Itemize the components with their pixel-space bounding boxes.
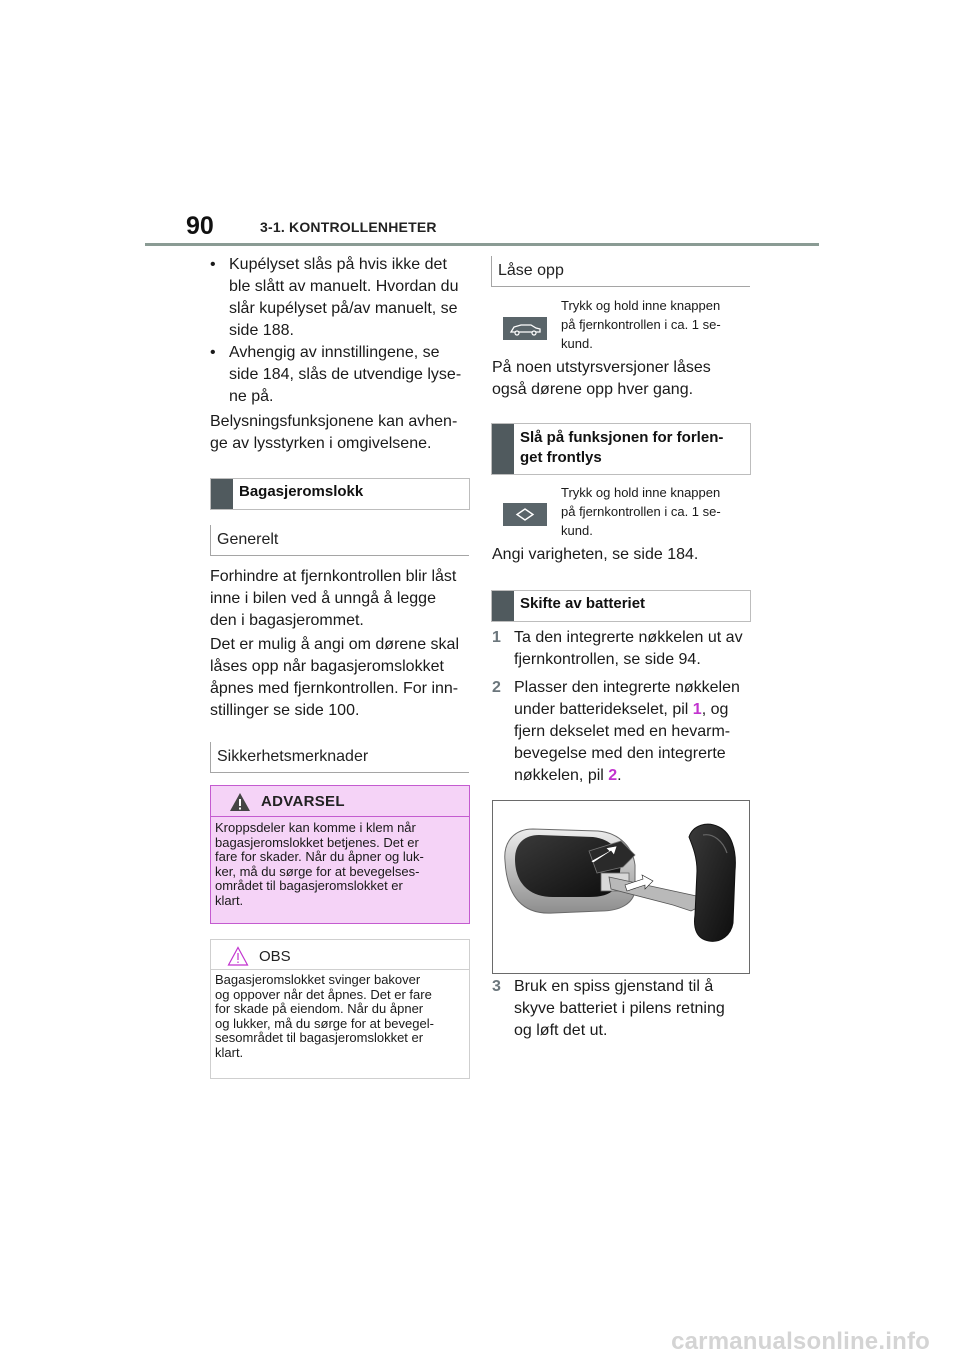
warning-title: ADVARSEL (261, 793, 345, 810)
subheading-text: Sikkerhetsmerknader (217, 748, 369, 765)
subheading-lase-opp (491, 256, 750, 287)
bullet-line: ble slått av manuelt. Hvordan du (229, 278, 459, 295)
text-line: bagasjeromslokket betjenes. Det er (215, 834, 419, 850)
warning-text (215, 821, 463, 908)
section-bar (492, 424, 514, 474)
key-fob-illustration (492, 800, 750, 974)
text-line: også dørene opp hver gang. (492, 381, 694, 398)
paragraph: Angi varigheten, se side 184. (492, 546, 699, 563)
text-line: Det er mulig å angi om dørene skal (210, 636, 459, 653)
notice-title: OBS (259, 948, 291, 965)
bullet-item (210, 342, 470, 408)
step-number: 1 (492, 629, 501, 646)
text-line: kund. (561, 336, 593, 351)
text-line: låses opp når bagasjeromslokket (210, 658, 444, 675)
text-line: på fjernkontrollen i ca. 1 se- (561, 504, 721, 519)
paragraph (210, 411, 472, 455)
section-header-batteri (491, 590, 751, 622)
bullet-line: Avhengig av innstillingene, se (229, 344, 440, 361)
subheading-sikkerhet (210, 742, 469, 773)
text-line: Belysningsfunksjonene kan avhen- (210, 413, 458, 430)
text-line: Slå på funksjonen for forlen- (520, 429, 724, 446)
text-line: kund. (561, 523, 593, 538)
text-line: Trykk og hold inne knappen (561, 298, 721, 313)
arrow-ref-1: 1 (692, 701, 702, 718)
caution-triangle-icon (227, 946, 249, 966)
text-line: Plasser den integrerte nøkkelen (514, 679, 740, 696)
bullet-line: side 188. (229, 322, 294, 339)
text-line: området til bagasjeromslokket er (215, 878, 403, 893)
warning-triangle-icon (229, 792, 251, 812)
step-number: 3 (492, 978, 501, 995)
section-bar (492, 591, 514, 621)
watermark: carmanualsonline.info (671, 1328, 930, 1355)
text-line: og lukker, må du sørge for at bevegel- (215, 1015, 434, 1031)
subheading-text: Generelt (217, 531, 279, 548)
step-item (492, 976, 752, 1042)
text-line: fjern dekselet med en hevarm- (514, 723, 731, 740)
warning-box (210, 785, 470, 924)
text-line: På noen utstyrsversjoner låses (492, 359, 711, 376)
section-title: Bagasjeromslokk (239, 483, 364, 500)
text-line: og løft det ut. (514, 1022, 608, 1039)
text-line: Bruk en spiss gjenstand til å (514, 978, 714, 995)
subheading-generelt (210, 525, 469, 556)
section-title: Skifte av batteriet (520, 595, 646, 612)
paragraph (492, 357, 754, 401)
text-line: inne i bilen ved å unngå å legge (210, 590, 436, 607)
car-unlock-button-icon (503, 317, 547, 340)
text-line: Trykk og hold inne knappen (561, 485, 721, 500)
text-line: fjernkontrollen, se side 94. (514, 651, 701, 668)
paragraph (210, 634, 472, 722)
notice-box (210, 939, 470, 1079)
text-line: Forhindre at fjernkontrollen blir låst (210, 568, 457, 585)
text-line: ker, må du sørge for at bevegelses- (215, 863, 420, 879)
bullet-symbol: • (210, 256, 216, 273)
text-line: under batteridekselet, pil 1, og (514, 701, 729, 718)
bullet-line: Kupélyset slås på hvis ikke det (229, 256, 447, 273)
text-line: sesområdet til bagasjeromslokket er (215, 1030, 424, 1045)
section-bar (211, 479, 233, 509)
warning-divider (211, 816, 469, 817)
bullet-line: ne på. (229, 388, 274, 405)
step-item (492, 627, 752, 671)
light-button-icon (503, 503, 547, 526)
chapter-title: 3-1. KONTROLLENHETER (260, 219, 437, 235)
instruction-text (561, 296, 751, 353)
text-line: nøkkelen, pil 2. (514, 767, 622, 784)
text-line: klart. (215, 1044, 244, 1060)
section-header-bagasjeromslokk (210, 478, 470, 510)
arrow-ref-2: 2 (608, 767, 618, 784)
text-line: fare for skader. Når du åpner og luk- (215, 849, 424, 864)
text-line: Bagasjeromslokket svinger bakover (215, 972, 421, 987)
section-title (520, 428, 744, 468)
text-line: skyve batteriet i pilens retning (514, 1000, 725, 1017)
text-line: og oppover når det åpnes. Det er fare (215, 986, 432, 1002)
text-line: bevegelse med den integrerte (514, 745, 726, 762)
step-number: 2 (492, 679, 501, 696)
bullet-symbol: • (210, 344, 216, 361)
bullet-item (210, 254, 470, 342)
text-line: klart. (215, 892, 244, 908)
text-line: ge av lysstyrken i omgivelsene. (210, 435, 432, 452)
instruction-text (561, 483, 751, 540)
subheading-text: Låse opp (498, 262, 564, 279)
text-line: på fjernkontrollen i ca. 1 se- (561, 317, 721, 332)
page-number: 90 (186, 212, 214, 240)
text-line: åpnes med fjernkontrollen. For inn- (210, 680, 459, 697)
notice-divider (211, 969, 469, 970)
text-line: den i bagasjerommet. (210, 612, 364, 629)
text-line: stillinger se side 100. (210, 702, 360, 719)
notice-text (215, 973, 463, 1060)
text-line: get frontlys (520, 449, 602, 466)
section-header-frontlys (491, 423, 751, 475)
text-line: Kroppsdeler kan komme i klem når (215, 820, 416, 835)
header-rule (145, 243, 819, 246)
step-item (492, 677, 752, 787)
bullet-line: slår kupélyset på/av manuelt, se (229, 300, 458, 317)
text-line: Ta den integrerte nøkkelen ut av (514, 629, 743, 646)
bullet-line: side 184, slås de utvendige lyse- (229, 366, 462, 383)
key-fob-drawing (493, 801, 749, 973)
paragraph (210, 566, 472, 632)
text-line: for skade på eiendom. Når du åpner (215, 1001, 424, 1016)
